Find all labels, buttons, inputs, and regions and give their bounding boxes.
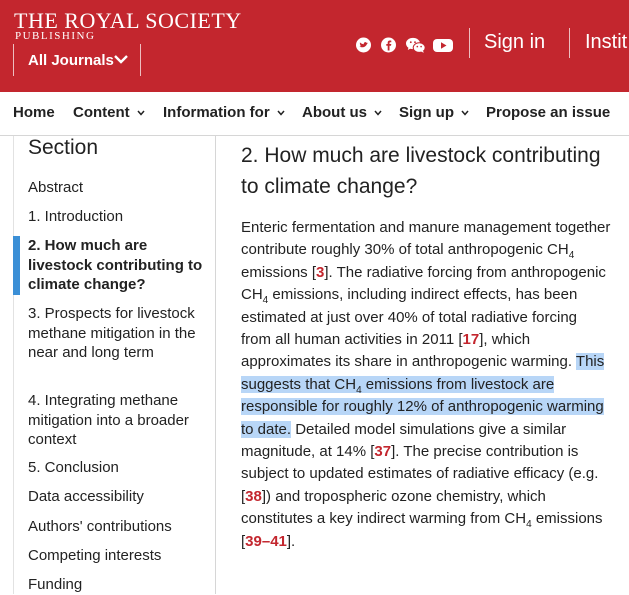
paragraph-text: This suggests that CH: [241, 353, 605, 393]
nav-item-home[interactable]: [13, 104, 55, 121]
section-heading: 2. How much are livestock contributing to climate change?: [241, 144, 601, 198]
nav-item-label: Home: [13, 104, 55, 121]
nav-item-label: Content: [73, 104, 130, 121]
sidebar-item-data-accessibility[interactable]: Data accessibility: [28, 488, 144, 505]
nav-item-information-for[interactable]: [163, 104, 285, 121]
nav-item-label: Sign up: [399, 104, 454, 121]
wechat-icon[interactable]: [405, 34, 426, 56]
subscript: 4: [356, 384, 362, 396]
all-journals-dropdown[interactable]: [13, 44, 141, 76]
paragraph-text: ]) and tropospheric ozone chemistry, which constitutes a key indirect warming from CH: [241, 487, 546, 528]
active-section-indicator: [13, 236, 20, 295]
chevron-down-icon: [374, 110, 382, 116]
header-divider: [569, 28, 570, 58]
sidebar-title: Section: [28, 136, 99, 159]
youtube-icon[interactable]: [432, 34, 454, 56]
subscript: 4: [262, 295, 269, 307]
sign-in-link[interactable]: Sign in: [484, 31, 546, 53]
all-journals-label: All Journals: [28, 52, 114, 69]
sidebar-item-integrating-mitigation[interactable]: 4. Integrating methane mitigation into a broader context: [28, 392, 189, 448]
paragraph-text: Enteric fermentation and manure management together contribute roughly 30% of total anthropogenic CH: [241, 219, 611, 259]
section-sidebar: [13, 136, 216, 594]
nav-item-propose-an-issue[interactable]: [486, 104, 610, 121]
sidebar-item-abstract[interactable]: Abstract: [28, 179, 84, 196]
reference-link[interactable]: 3: [316, 263, 325, 281]
reference-link[interactable]: 17: [462, 331, 480, 349]
article-paragraph: [241, 217, 611, 553]
subscript: 4: [568, 250, 575, 262]
brand-logo-title[interactable]: THE ROYAL SOCIETY: [14, 8, 242, 33]
sidebar-item-competing-interests[interactable]: Competing interests: [28, 547, 162, 564]
nav-item-about-us[interactable]: [302, 104, 382, 121]
paragraph-text: ]. The radiative forcing from anthropogenic CH: [241, 263, 606, 304]
chevron-down-icon: [137, 110, 145, 116]
chevron-down-icon: [461, 110, 469, 116]
paragraph-text: ]. The precise contribution is subject to updated estimates of radiative efficacy (e.g. [: [241, 443, 599, 505]
reference-link[interactable]: 39–41: [245, 532, 287, 550]
nav-item-label: Information for: [163, 104, 270, 121]
sidebar-item-mitigation-prospects[interactable]: 3. Prospects for livestock methane mitigation in the near and long term: [28, 305, 196, 361]
institution-link[interactable]: Instit: [585, 31, 628, 53]
sidebar-item-funding[interactable]: Funding: [28, 576, 83, 593]
paragraph-text: emissions, including indirect effects, has been estimated at just over 40% of total radiative forcing from all human activities in 2011 [: [241, 286, 578, 349]
facebook-icon[interactable]: [380, 34, 397, 56]
paragraph-text: Detailed model simulations give a similar magnitude, at 14% [: [241, 420, 567, 461]
twitter-icon[interactable]: [355, 34, 372, 56]
paragraph-text: emissions from livestock are responsible for roughly 12% of anthropogenic warming to date.: [241, 375, 604, 438]
sidebar-item-introduction[interactable]: 1. Introduction: [28, 208, 124, 225]
nav-item-sign-up[interactable]: [399, 104, 469, 121]
paragraph-text: emissions [: [241, 510, 603, 550]
paragraph-text: ], which approximates its share in anthropogenic warming.: [241, 331, 576, 371]
nav-item-label: Propose an issue: [486, 104, 611, 121]
sidebar-item-livestock-contribution[interactable]: 2. How much are livestock contributing to climate change?: [28, 237, 203, 293]
chevron-down-icon: [114, 54, 128, 64]
paragraph-text: emissions [: [241, 263, 317, 281]
main-nav: [0, 92, 629, 136]
nav-item-label: About us: [302, 104, 367, 121]
reference-link[interactable]: 38: [245, 487, 262, 505]
sidebar-item-conclusion[interactable]: 5. Conclusion: [28, 459, 119, 476]
sidebar-item-authors-contributions[interactable]: Authors' contributions: [28, 518, 172, 535]
nav-item-content[interactable]: [73, 104, 145, 121]
reference-link[interactable]: 37: [374, 443, 392, 461]
site-header: [0, 0, 629, 92]
subscript: 4: [526, 519, 532, 531]
chevron-down-icon: [277, 110, 285, 116]
brand-logo-subtitle[interactable]: PUBLISHING: [15, 30, 96, 42]
paragraph-text: ].: [286, 532, 296, 550]
header-divider: [469, 28, 470, 58]
